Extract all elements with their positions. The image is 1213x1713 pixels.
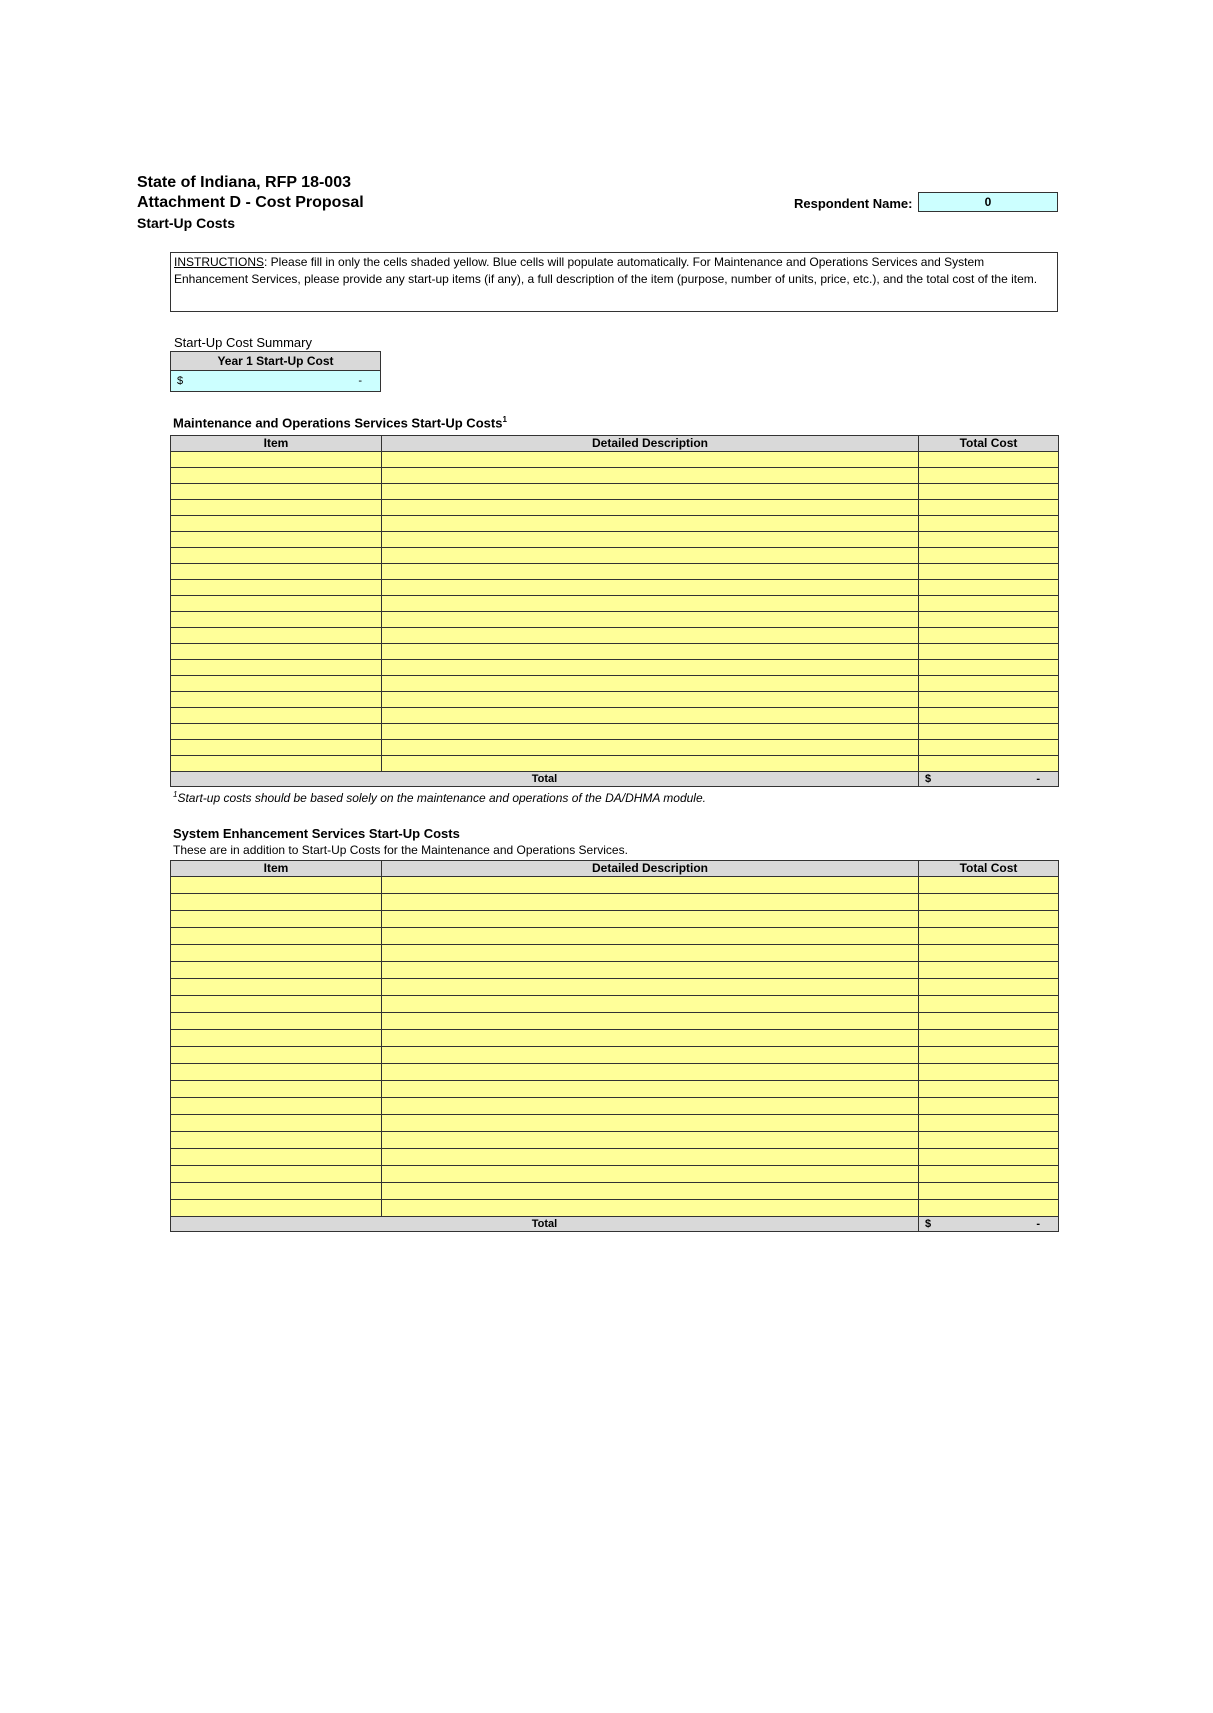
footnote-text: Start-up costs should be based solely on the maintenance and operations of the DA/DHMA module.: [177, 791, 706, 805]
table-row: [171, 1132, 1059, 1149]
total-cost-input-cell[interactable]: [919, 548, 1059, 564]
description-input-cell[interactable]: [382, 660, 919, 676]
description-input-cell[interactable]: [382, 979, 919, 996]
total-cost-input-cell[interactable]: [919, 564, 1059, 580]
table-row: [171, 500, 1059, 516]
table-row: [171, 724, 1059, 740]
total-cost-input-cell[interactable]: [919, 484, 1059, 500]
total-cost-input-cell[interactable]: [919, 1115, 1059, 1132]
table-row: [171, 996, 1059, 1013]
table-row: [171, 1064, 1059, 1081]
mo-section-title: [173, 415, 507, 430]
item-input-cell[interactable]: [171, 596, 382, 612]
total-cost-input-cell[interactable]: [919, 1132, 1059, 1149]
table-row: [171, 962, 1059, 979]
total-cost-input-cell[interactable]: [919, 660, 1059, 676]
table-row: [171, 894, 1059, 911]
table-row: [171, 1098, 1059, 1115]
mo-footnote: [173, 790, 706, 805]
table-header-row: [171, 861, 1059, 877]
mo-title-text: Maintenance and Operations Services Start-Up Costs: [173, 415, 503, 431]
item-input-cell[interactable]: [171, 468, 382, 484]
description-input-cell[interactable]: [382, 911, 919, 928]
description-input-cell[interactable]: [382, 484, 919, 500]
table-row: [171, 516, 1059, 532]
description-input-cell[interactable]: [382, 962, 919, 979]
table-row: [171, 740, 1059, 756]
description-input-cell[interactable]: [382, 945, 919, 962]
item-input-cell[interactable]: [171, 1200, 382, 1217]
total-cost-input-cell[interactable]: [919, 532, 1059, 548]
total-value-cell: [919, 772, 1059, 787]
item-input-cell[interactable]: [171, 724, 382, 740]
description-input-cell[interactable]: [382, 612, 919, 628]
description-input-cell[interactable]: [382, 1013, 919, 1030]
description-input-cell[interactable]: [382, 628, 919, 644]
table-row: [171, 612, 1059, 628]
table-row: [171, 644, 1059, 660]
item-input-cell[interactable]: [171, 1166, 382, 1183]
total-cost-input-cell[interactable]: [919, 1064, 1059, 1081]
table-row: [171, 911, 1059, 928]
table-row: [171, 564, 1059, 580]
table-row: [171, 468, 1059, 484]
doc-subtitle: Attachment D - Cost Proposal: [137, 194, 364, 211]
total-value-cell: [919, 1217, 1059, 1232]
total-cost-input-cell[interactable]: [919, 452, 1059, 468]
table-row: [171, 676, 1059, 692]
description-input-cell[interactable]: [382, 1081, 919, 1098]
item-input-cell[interactable]: [171, 945, 382, 962]
table-row: [171, 660, 1059, 676]
table-row: [171, 1200, 1059, 1217]
item-input-cell[interactable]: [171, 644, 382, 660]
table-row: [171, 484, 1059, 500]
description-input-cell[interactable]: [382, 532, 919, 548]
total-cost-input-cell[interactable]: [919, 1030, 1059, 1047]
summary-title: Start-Up Cost Summary: [174, 335, 312, 350]
table-row: [171, 1030, 1059, 1047]
table-row: [171, 628, 1059, 644]
total-currency: $: [925, 773, 932, 785]
table-row: [171, 979, 1059, 996]
footnote-mark: 1: [173, 790, 178, 799]
se-section-subtitle: These are in addition to Start-Up Costs for the Maintenance and Operations Services.: [173, 843, 628, 857]
description-input-cell[interactable]: [382, 1047, 919, 1064]
se-cost-table: [170, 860, 1059, 1232]
item-input-cell[interactable]: [171, 1183, 382, 1200]
col-item-header: Item: [171, 861, 382, 877]
description-input-cell[interactable]: [382, 692, 919, 708]
table-row: [171, 1149, 1059, 1166]
total-cost-input-cell[interactable]: [919, 516, 1059, 532]
total-cost-input-cell[interactable]: [919, 740, 1059, 756]
item-input-cell[interactable]: [171, 548, 382, 564]
summary-value-cell: [170, 371, 381, 392]
table-total-row: [171, 1217, 1059, 1232]
total-cost-input-cell[interactable]: [919, 1149, 1059, 1166]
description-input-cell[interactable]: [382, 1064, 919, 1081]
total-value: -: [1036, 1218, 1040, 1230]
description-input-cell[interactable]: [382, 676, 919, 692]
total-label: Total: [171, 772, 919, 787]
total-cost-input-cell[interactable]: [919, 500, 1059, 516]
item-input-cell[interactable]: [171, 877, 382, 894]
item-input-cell[interactable]: [171, 564, 382, 580]
description-input-cell[interactable]: [382, 500, 919, 516]
instructions-text: Please fill in only the cells shaded yellow. Blue cells will populate automatically. For Maintenance and Operations Services and System Enhancement Services, please provide any start-up items (if any), a full description of the item (purpose, number of units, price, etc.), and the total cost of the item.: [174, 255, 1038, 286]
item-input-cell[interactable]: [171, 612, 382, 628]
description-input-cell[interactable]: [382, 894, 919, 911]
total-cost-input-cell[interactable]: [919, 1081, 1059, 1098]
table-total-row: [171, 772, 1059, 787]
total-cost-input-cell[interactable]: [919, 724, 1059, 740]
total-cost-input-cell[interactable]: [919, 996, 1059, 1013]
description-input-cell[interactable]: [382, 996, 919, 1013]
table-row: [171, 1166, 1059, 1183]
total-currency: $: [925, 1218, 932, 1230]
total-cost-input-cell[interactable]: [919, 644, 1059, 660]
total-cost-input-cell[interactable]: [919, 911, 1059, 928]
total-cost-input-cell[interactable]: [919, 1183, 1059, 1200]
table-row: [171, 452, 1059, 468]
table-row: [171, 1081, 1059, 1098]
mo-cost-table: [170, 435, 1059, 787]
item-input-cell[interactable]: [171, 740, 382, 756]
item-input-cell[interactable]: [171, 1098, 382, 1115]
col-total-cost-header: Total Cost: [919, 436, 1059, 452]
se-section-title: System Enhancement Services Start-Up Costs: [173, 826, 460, 841]
total-cost-input-cell[interactable]: [919, 1200, 1059, 1217]
total-cost-input-cell[interactable]: [919, 676, 1059, 692]
item-input-cell[interactable]: [171, 660, 382, 676]
description-input-cell[interactable]: [382, 644, 919, 660]
summary-currency: $: [177, 375, 184, 387]
total-cost-input-cell[interactable]: [919, 979, 1059, 996]
item-input-cell[interactable]: [171, 676, 382, 692]
description-input-cell[interactable]: [382, 1030, 919, 1047]
description-input-cell[interactable]: [382, 708, 919, 724]
total-cost-input-cell[interactable]: [919, 628, 1059, 644]
table-row: [171, 532, 1059, 548]
item-input-cell[interactable]: [171, 911, 382, 928]
item-input-cell[interactable]: [171, 1081, 382, 1098]
item-input-cell[interactable]: [171, 962, 382, 979]
table-row: [171, 1013, 1059, 1030]
total-cost-input-cell[interactable]: [919, 692, 1059, 708]
item-input-cell[interactable]: [171, 894, 382, 911]
respondent-name-field: 0: [918, 192, 1058, 212]
description-input-cell[interactable]: [382, 1132, 919, 1149]
description-input-cell[interactable]: [382, 1200, 919, 1217]
description-input-cell[interactable]: [382, 452, 919, 468]
total-cost-input-cell[interactable]: [919, 708, 1059, 724]
description-input-cell[interactable]: [382, 516, 919, 532]
description-input-cell[interactable]: [382, 756, 919, 772]
total-cost-input-cell[interactable]: [919, 468, 1059, 484]
item-input-cell[interactable]: [171, 692, 382, 708]
item-input-cell[interactable]: [171, 928, 382, 945]
table-row: [171, 877, 1059, 894]
col-item-header: Item: [171, 436, 382, 452]
item-input-cell[interactable]: [171, 1115, 382, 1132]
mo-title-footnote-mark: 1: [502, 415, 507, 424]
item-input-cell[interactable]: [171, 1132, 382, 1149]
description-input-cell[interactable]: [382, 928, 919, 945]
description-input-cell[interactable]: [382, 564, 919, 580]
table-row: [171, 1183, 1059, 1200]
table-row: [171, 1047, 1059, 1064]
item-input-cell[interactable]: [171, 1030, 382, 1047]
description-input-cell[interactable]: [382, 1115, 919, 1132]
description-input-cell[interactable]: [382, 580, 919, 596]
description-input-cell[interactable]: [382, 724, 919, 740]
col-description-header: Detailed Description: [382, 436, 919, 452]
total-label: Total: [171, 1217, 919, 1232]
col-description-header: Detailed Description: [382, 861, 919, 877]
total-cost-input-cell[interactable]: [919, 580, 1059, 596]
description-input-cell[interactable]: [382, 1149, 919, 1166]
item-input-cell[interactable]: [171, 756, 382, 772]
total-cost-input-cell[interactable]: [919, 596, 1059, 612]
total-cost-input-cell[interactable]: [919, 756, 1059, 772]
description-input-cell[interactable]: [382, 877, 919, 894]
description-input-cell[interactable]: [382, 596, 919, 612]
table-row: [171, 945, 1059, 962]
total-cost-input-cell[interactable]: [919, 962, 1059, 979]
total-cost-input-cell[interactable]: [919, 1047, 1059, 1064]
item-input-cell[interactable]: [171, 996, 382, 1013]
col-total-cost-header: Total Cost: [919, 861, 1059, 877]
item-input-cell[interactable]: [171, 532, 382, 548]
item-input-cell[interactable]: [171, 452, 382, 468]
item-input-cell[interactable]: [171, 1064, 382, 1081]
table-row: [171, 580, 1059, 596]
table-row: [171, 1115, 1059, 1132]
description-input-cell[interactable]: [382, 1098, 919, 1115]
description-input-cell[interactable]: [382, 1166, 919, 1183]
item-input-cell[interactable]: [171, 516, 382, 532]
doc-title: State of Indiana, RFP 18-003: [137, 174, 351, 191]
item-input-cell[interactable]: [171, 979, 382, 996]
item-input-cell[interactable]: [171, 1149, 382, 1166]
instructions-box: [170, 252, 1058, 312]
item-input-cell[interactable]: [171, 1047, 382, 1064]
summary-value: -: [358, 375, 362, 387]
item-input-cell[interactable]: [171, 484, 382, 500]
instructions-lead: INSTRUCTIONS: [174, 255, 264, 269]
total-cost-input-cell[interactable]: [919, 894, 1059, 911]
total-cost-input-cell[interactable]: [919, 1098, 1059, 1115]
description-input-cell[interactable]: [382, 468, 919, 484]
instructions-colon: :: [264, 255, 268, 269]
total-cost-input-cell[interactable]: [919, 1166, 1059, 1183]
item-input-cell[interactable]: [171, 1013, 382, 1030]
item-input-cell[interactable]: [171, 500, 382, 516]
item-input-cell[interactable]: [171, 708, 382, 724]
total-cost-input-cell[interactable]: [919, 877, 1059, 894]
description-input-cell[interactable]: [382, 548, 919, 564]
table-row: [171, 708, 1059, 724]
description-input-cell[interactable]: [382, 740, 919, 756]
table-row: [171, 548, 1059, 564]
description-input-cell[interactable]: [382, 1183, 919, 1200]
table-row: [171, 928, 1059, 945]
table-row: [171, 692, 1059, 708]
total-value: -: [1036, 773, 1040, 785]
total-cost-input-cell[interactable]: [919, 1013, 1059, 1030]
item-input-cell[interactable]: [171, 628, 382, 644]
total-cost-input-cell[interactable]: [919, 945, 1059, 962]
total-cost-input-cell[interactable]: [919, 612, 1059, 628]
table-header-row: [171, 436, 1059, 452]
respondent-name-label: Respondent Name:: [794, 196, 913, 211]
doc-section-title: Start-Up Costs: [137, 215, 236, 231]
summary-column-header: Year 1 Start-Up Cost: [170, 351, 381, 371]
table-row: [171, 596, 1059, 612]
table-row: [171, 756, 1059, 772]
item-input-cell[interactable]: [171, 580, 382, 596]
total-cost-input-cell[interactable]: [919, 928, 1059, 945]
